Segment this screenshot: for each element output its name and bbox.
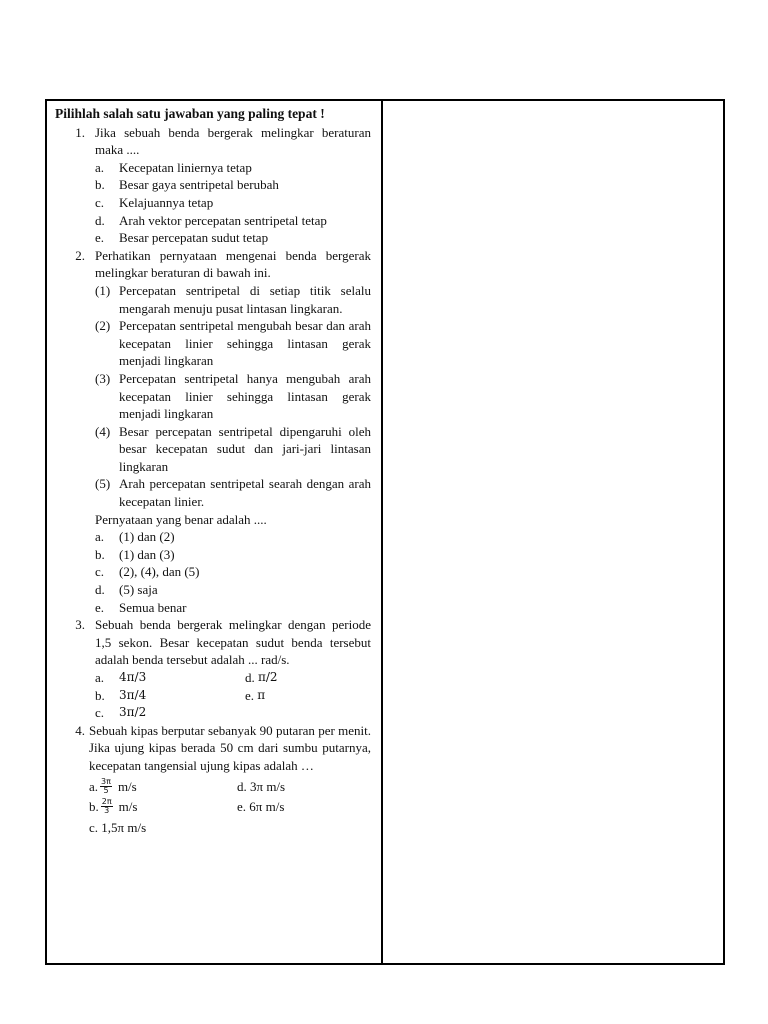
statement-4: (4) Besar percepatan sentripetal dipengaruhi oleh besar kecepatan sudut dan jari-jari lintasan lingkaran [95,423,371,474]
question-content [55,105,371,836]
question-number: 1. [75,124,85,140]
statement-2: (2) Percepatan sentripetal mengubah besar dan arah kecepatan linier sehingga lintasan gerak menjadi lingkaran [95,318,371,369]
option-d[interactable]: d. 3π m/s [237,778,286,794]
option-e[interactable]: e. π [245,687,266,703]
statement-3: (3) Percepatan sentripetal hanya mengubah arah kecepatan linier sehingga lintasan gerak menjadi lingkaran [95,370,371,422]
fraction: $\frac{3\pi}{5}$ [101,776,111,795]
question-2 [55,247,371,616]
fraction: $\frac{2\pi}{3}$ [101,797,112,816]
question-1 [55,124,371,247]
question-text: Perhatikan pernyataan mengenai benda bergerak melingkar beraturan di bawah ini. [95,247,371,281]
question-text: Sebuah kipas berputar sebanyak 90 putaran per menit. Jika ujung kipas berada 50 cm dari sumbu putarnya, kecepatan tangensial ujung kipas adalah … [89,722,371,773]
question-text: Sebuah benda bergerak melingkar dengan periode 1,5 sekon. Besar kecepatan sudut benda tersebut adalah benda tersebut adalah ... rad/s. [95,617,371,668]
answer-column [383,101,723,963]
option-a[interactable]: a. $\frac{3\pi}{5}$ m/s [89,776,137,795]
option-b[interactable]: b. Besar gaya sentripetal berubah [95,177,279,193]
option-c[interactable]: c. 1,5π m/s [89,819,147,835]
option-b[interactable]: b. (1) dan (3) [95,546,175,562]
option-c[interactable]: c. Kelajuannya tetap [95,194,214,210]
option-a[interactable]: a. 4π/3 [95,670,147,685]
question-3 [55,616,371,722]
question-text: Jika sebuah benda bergerak melingkar beraturan maka .... [95,124,371,158]
option-e[interactable]: e. 6π m/s [237,799,285,815]
option-c[interactable]: c. 3π/2 [95,705,147,721]
statement-5: (5) Arah percepatan sentripetal searah dengan arah kecepatan linier. [95,476,371,510]
option-a[interactable]: a. (1) dan (2) [95,529,175,545]
option-d[interactable]: d. Arah vektor percepatan sentripetal tetap [95,212,327,228]
instruction-heading: Pilihlah salah satu jawaban yang paling tepat ! [55,106,325,121]
option-d[interactable]: d. π/2 [245,670,278,685]
option-d[interactable]: d. (5) saja [95,582,158,598]
question-column [47,101,383,963]
option-e[interactable]: e. Besar percepatan sudut tetap [95,230,269,246]
option-c[interactable]: c. (2), (4), dan (5) [95,564,200,580]
option-b[interactable]: b. $\frac{2\pi}{3}$ m/s [89,797,138,816]
option-b[interactable]: b. 3π/4 [95,687,147,703]
question-prompt: Pernyataan yang benar adalah .... [95,511,267,527]
question-table [45,99,725,965]
question-number: 3. [75,617,85,633]
statement-1: (1) Percepatan sentripetal di setiap titik selalu mengarah menuju pusat lintasan lingkaran. [95,282,371,316]
question-number: 2. [75,247,85,263]
question-4 [55,722,371,837]
option-e[interactable]: e. Semua benar [95,599,187,615]
question-number: 4. [75,722,85,738]
option-a[interactable]: a. Kecepatan liniernya tetap [95,159,252,175]
